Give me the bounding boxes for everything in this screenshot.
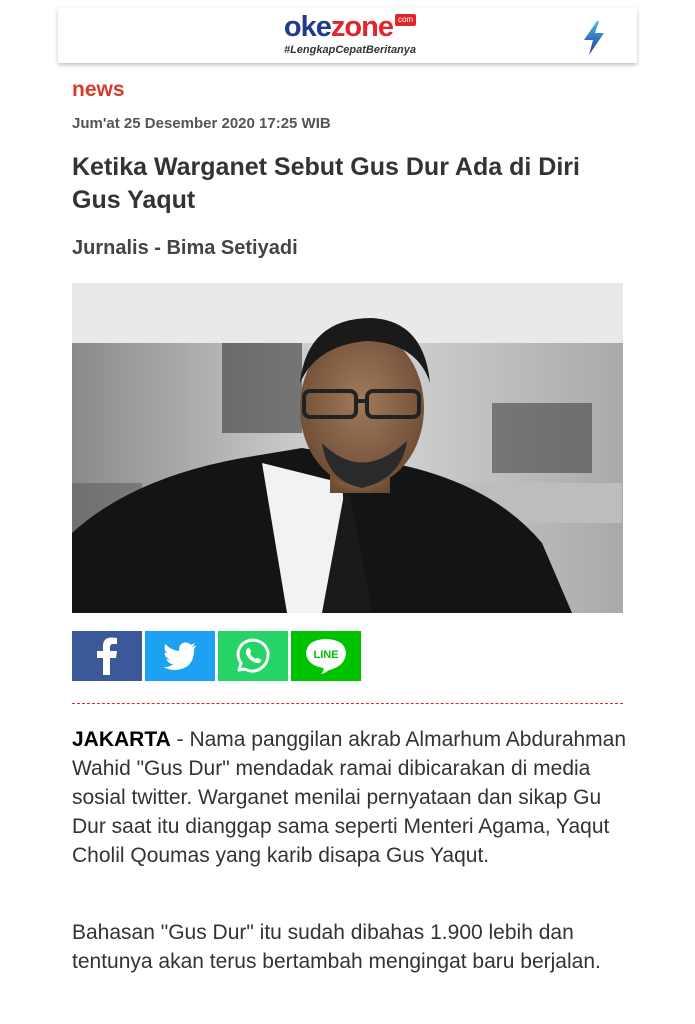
share-twitter-button[interactable] (145, 631, 215, 681)
line-label: LINE (313, 649, 339, 661)
share-facebook-button[interactable] (72, 631, 142, 681)
logo-tagline: #LengkapCepatBeritanya (283, 44, 417, 56)
paragraph-1-text: - Nama panggilan akrab Almarhum Abdurahman Wahid "Gus Dur" mendadak ramai dibicarakan di media sosial twitter. Warganet menilai pernyataan dan sikap Gu Dur saat itu dianggap sama seperti Menteri Agama, Yaqut Cholil Qoumas yang karib disapa Gus Yaqut. (72, 728, 627, 867)
dateline: JAKARTA (72, 728, 171, 751)
article-photo[interactable] (72, 283, 623, 613)
logo-com: com (395, 14, 416, 26)
twitter-icon (163, 642, 197, 670)
line-icon (304, 637, 348, 675)
whatsapp-icon (233, 636, 273, 676)
logo-zone: zone (330, 11, 393, 43)
okezone-logo[interactable] (250, 12, 450, 60)
article-paragraph-2: Bahasan "Gus Dur" itu sudah dibahas 1.900 lebih dan tentunya akan terus bertambah mengingat baru berjalan. (72, 921, 601, 973)
logo-wordmark (250, 12, 450, 42)
lightning-bolt-icon (581, 20, 607, 56)
facebook-icon (96, 637, 118, 675)
share-line-button[interactable] (291, 631, 361, 681)
content-divider (72, 703, 623, 704)
flash-button[interactable] (581, 20, 607, 56)
article-author[interactable]: Jurnalis - Bima Setiyadi (72, 237, 298, 259)
share-whatsapp-button[interactable] (218, 631, 288, 681)
status-bar (0, 0, 695, 8)
article-title: Ketika Warganet Sebut Gus Dur Ada di Diri Gus Yaqut (72, 153, 580, 214)
article-photo-image (72, 283, 623, 613)
section-label[interactable]: news (72, 78, 125, 101)
site-header (58, 8, 637, 63)
logo-oke: oke (283, 11, 331, 43)
publish-date: Jum'at 25 Desember 2020 17:25 WIB (72, 115, 331, 132)
article-paragraph-1 (72, 725, 628, 870)
